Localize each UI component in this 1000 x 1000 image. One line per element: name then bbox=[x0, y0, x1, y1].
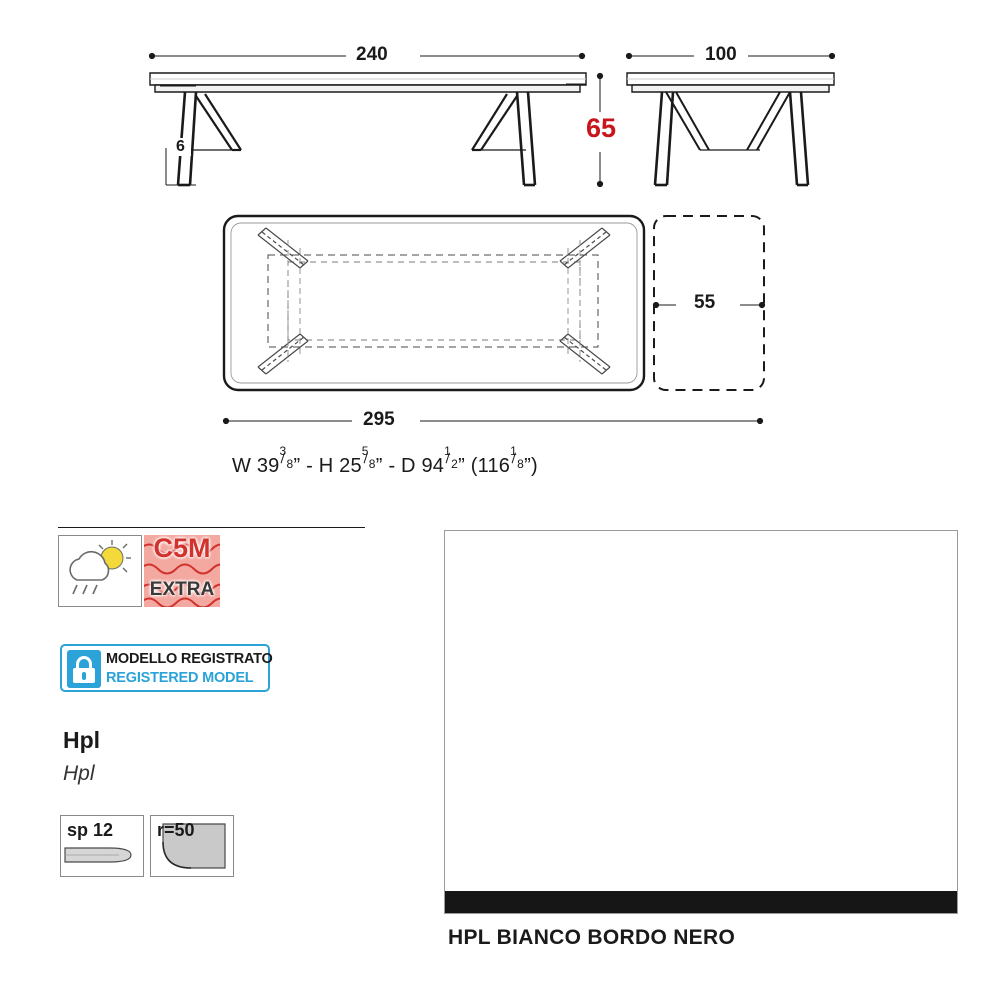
inches-height-prefix: - H 25 bbox=[306, 455, 362, 477]
side-width-label: 100 bbox=[699, 44, 743, 66]
top-view bbox=[224, 216, 764, 390]
extension-depth-label: 55 bbox=[688, 292, 721, 314]
width-fraction: 3 8 bbox=[279, 444, 294, 471]
thickness-label: 6 bbox=[170, 138, 191, 156]
radius-spec-label: r=50 bbox=[157, 820, 195, 840]
inches-width-prefix: W 39 bbox=[232, 455, 280, 477]
depth-fraction: 1 2 bbox=[444, 444, 458, 471]
thickness-spec-box bbox=[60, 815, 144, 877]
c5m-subtitle: EXTRA bbox=[149, 579, 215, 600]
finish-swatch-edge bbox=[445, 891, 957, 913]
c5m-title: C5M bbox=[153, 533, 211, 563]
material-name-en: Hpl bbox=[63, 762, 95, 785]
finish-swatch bbox=[444, 530, 958, 914]
front-width-label: 240 bbox=[350, 44, 394, 66]
thickness-spec-label: sp 12 bbox=[67, 820, 114, 840]
quote-3: ” bbox=[458, 455, 465, 477]
finish-swatch-panel bbox=[444, 530, 958, 949]
material-name-it: Hpl bbox=[63, 727, 101, 753]
paren-fraction: 1 8 bbox=[510, 444, 524, 471]
inches-paren-close: ”) bbox=[524, 455, 538, 477]
quote-1: ” bbox=[293, 455, 301, 477]
height-label: 65 bbox=[580, 113, 622, 144]
lock-icon bbox=[67, 650, 101, 688]
radius-spec-box bbox=[150, 815, 234, 877]
overall-dimension bbox=[223, 418, 762, 423]
finish-caption: HPL BIANCO BORDO NERO bbox=[448, 926, 736, 949]
side-view bbox=[627, 73, 834, 185]
sun-cloud-rain-icon bbox=[59, 536, 141, 606]
registered-model-label-en: REGISTERED MODEL bbox=[106, 670, 254, 686]
inches-paren-open: (116 bbox=[470, 455, 511, 477]
weather-resistance-badge bbox=[58, 535, 142, 607]
quote-2: ” bbox=[375, 455, 383, 477]
height-fraction: 5 8 bbox=[361, 444, 376, 471]
front-view bbox=[150, 73, 586, 185]
corrosion-class-badge bbox=[144, 535, 220, 607]
legend-divider bbox=[58, 527, 365, 528]
overall-length-label: 295 bbox=[357, 409, 401, 431]
inches-depth-prefix: - D 94 bbox=[388, 455, 445, 477]
inches-caption bbox=[232, 444, 538, 478]
registered-model-badge bbox=[60, 644, 273, 692]
registered-model-label-it: MODELLO REGISTRATO bbox=[106, 651, 273, 667]
